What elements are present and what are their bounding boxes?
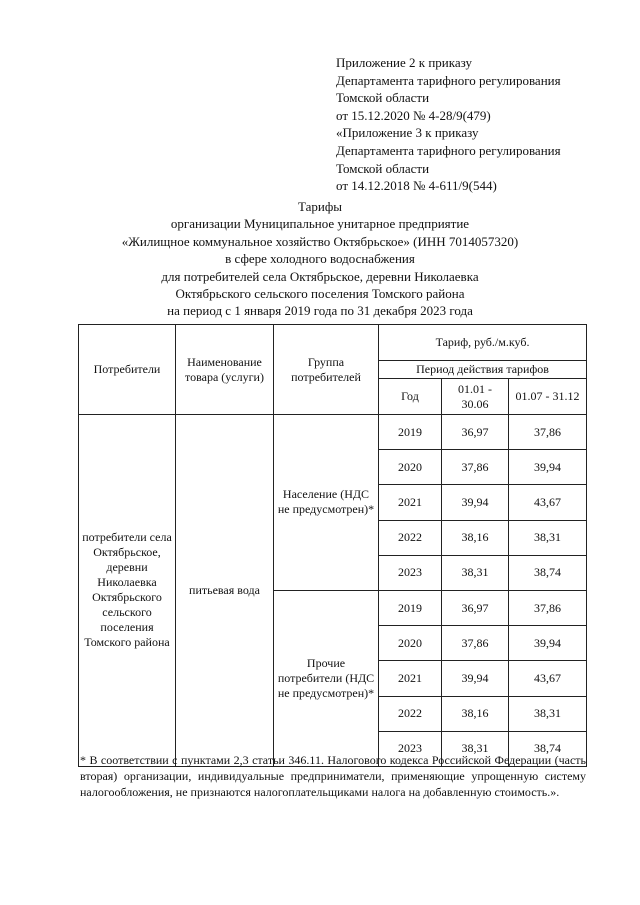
tariff-h1-cell: 38,16 — [442, 696, 509, 731]
header-line: от 15.12.2020 № 4-28/9(479) — [336, 107, 491, 123]
header-group: Группа потребителей — [274, 325, 379, 415]
year-cell: 2023 — [379, 555, 442, 590]
tariff-h1-cell: 39,94 — [442, 485, 509, 520]
year-cell: 2019 — [379, 590, 442, 625]
consumer-cell: потребители села Октябрьское, деревни Николаевка Октябрьского сельского поселения Томского района — [79, 415, 176, 767]
year-cell: 2021 — [379, 661, 442, 696]
tariff-h1-cell: 38,31 — [442, 731, 509, 766]
group-cell-population: Население (НДС не предусмотрен)* — [274, 415, 379, 591]
year-cell: 2021 — [379, 485, 442, 520]
header-half2: 01.07 - 31.12 — [509, 379, 587, 415]
header-tariff: Тариф, руб./м.куб. — [379, 325, 587, 361]
tariff-h1-cell: 36,97 — [442, 415, 509, 450]
tariff-h1-cell: 37,86 — [442, 626, 509, 661]
year-cell: 2020 — [379, 450, 442, 485]
year-cell: 2020 — [379, 626, 442, 661]
year-cell: 2019 — [379, 415, 442, 450]
tariff-h2-cell: 43,67 — [509, 661, 587, 696]
header-line: от 14.12.2018 № 4-611/9(544) — [336, 178, 497, 194]
header-year: Год — [379, 379, 442, 415]
year-cell: 2022 — [379, 520, 442, 555]
title-line: организации Муниципальное унитарное предприятие — [170, 216, 470, 232]
header-line: Томской области — [336, 90, 430, 106]
tariff-h2-cell: 37,86 — [509, 590, 587, 625]
header-period: Период действия тарифов — [379, 361, 587, 379]
title-line: для потребителей села Октябрьское, деревни Николаевка — [161, 268, 479, 284]
header-line: Департамента тарифного регулирования — [336, 72, 561, 88]
table-row — [79, 415, 587, 450]
tariff-h2-cell: 38,74 — [509, 555, 587, 590]
year-cell: 2023 — [379, 731, 442, 766]
tariff-h1-cell: 37,86 — [442, 450, 509, 485]
product-cell: питьевая вода — [176, 415, 274, 767]
header-line: «Приложение 3 к приказу — [336, 125, 479, 141]
tariff-h2-cell: 43,67 — [509, 485, 587, 520]
header-line: Приложение 2 к приказу — [336, 55, 473, 70]
tariff-h1-cell: 38,31 — [442, 555, 509, 590]
table-header-row — [79, 325, 587, 361]
tariff-h2-cell: 38,74 — [509, 731, 587, 766]
document-title — [0, 198, 640, 320]
header-product: Наименование товара (услуги) — [176, 325, 274, 415]
tariff-h2-cell: 38,31 — [509, 520, 587, 555]
tariff-table — [78, 324, 587, 767]
year-cell: 2022 — [379, 696, 442, 731]
header-half1: 01.01 - 30.06 — [442, 379, 509, 415]
title-line: Тарифы — [297, 199, 342, 214]
title-line: Октябрьского сельского поселения Томского района — [175, 286, 465, 302]
title-line: в сфере холодного водоснабжения — [225, 251, 415, 267]
footnote: * В соответствии с пунктами 2,3 статьи 346.11. Налогового кодекса Российской Федерации (часть вторая) организации, индивидуальные предприниматели, применяющие упрощенную систему налогообложения, не признаются налогоплательщиками налога на добавленную стоимость.». — [80, 753, 586, 799]
group-cell-other: Прочие потребители (НДС не предусмотрен)* — [274, 590, 379, 766]
appendix-header — [336, 54, 561, 195]
tariff-h1-cell: 39,94 — [442, 661, 509, 696]
title-line: на период с 1 января 2019 года по 31 декабря 2023 года — [167, 303, 473, 319]
tariff-h2-cell: 39,94 — [509, 450, 587, 485]
title-line: «Жилищное коммунальное хозяйство Октябрьское» (ИНН 7014057320) — [121, 233, 519, 249]
tariff-h2-cell: 37,86 — [509, 415, 587, 450]
tariff-h1-cell: 36,97 — [442, 590, 509, 625]
tariff-h1-cell: 38,16 — [442, 520, 509, 555]
header-consumers: Потребители — [79, 325, 176, 415]
tariff-h2-cell: 38,31 — [509, 696, 587, 731]
header-line: Томской области — [336, 160, 430, 176]
tariff-h2-cell: 39,94 — [509, 626, 587, 661]
header-line: Департамента тарифного регулирования — [336, 142, 561, 158]
